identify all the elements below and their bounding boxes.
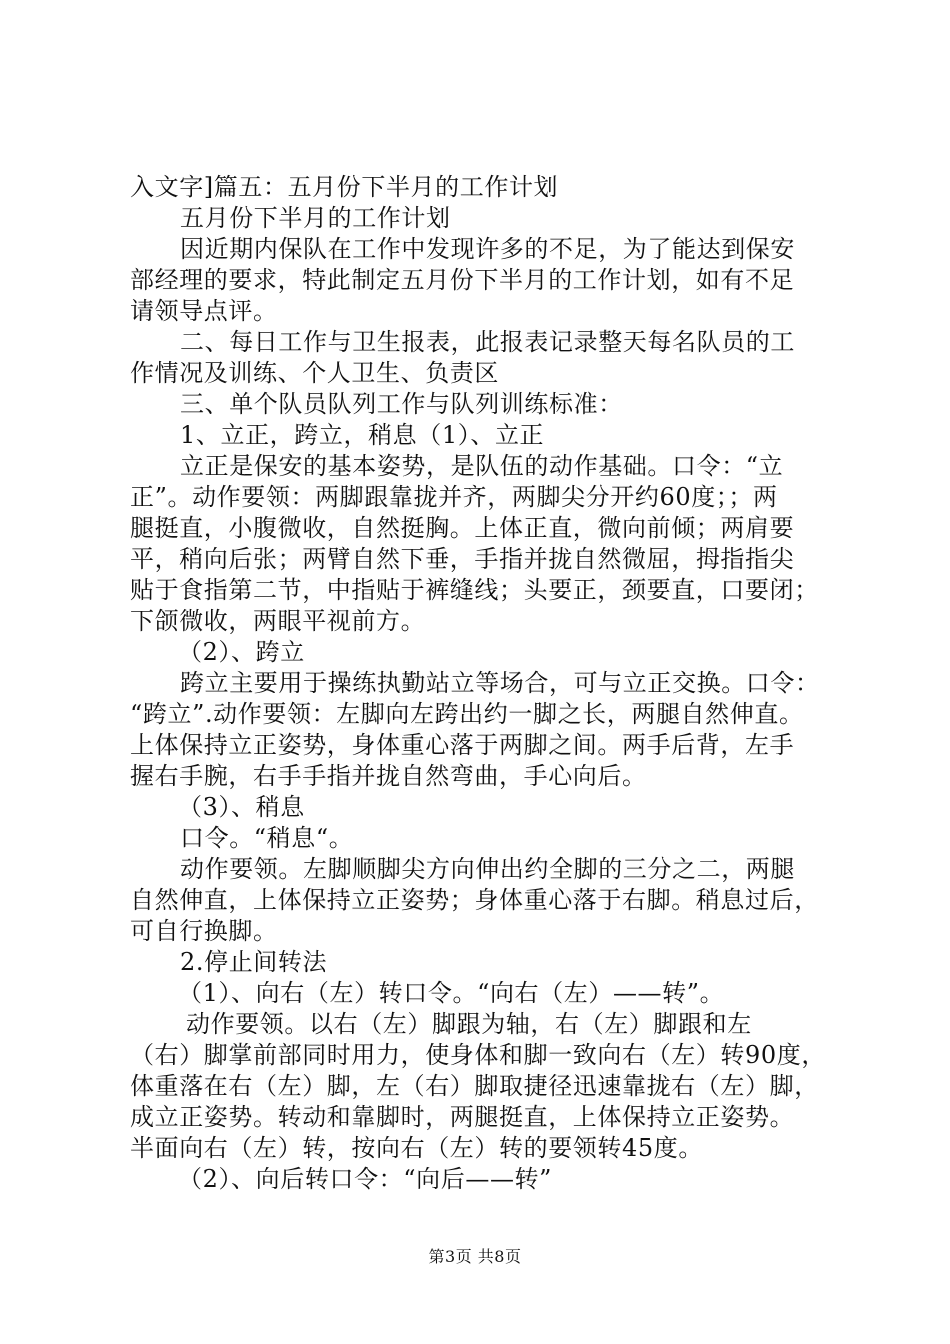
- text-line: 正”。动作要领：两脚跟靠拢并齐，两脚尖分开约60度；；两: [130, 483, 778, 511]
- text-line: 自然伸直，上体保持立正姿势；身体重心落于右脚。稍息过后，: [130, 886, 819, 914]
- text-line: 请领导点评。: [130, 297, 278, 325]
- text-line: （3）、稍息: [178, 793, 305, 821]
- text-line: 可自行换脚。: [130, 917, 278, 945]
- document-body: [130, 172, 840, 1195]
- text-line: 下颌微收，两眼平视前方。: [130, 607, 426, 635]
- text-line: 动作要领。左脚顺脚尖方向伸出约全脚的三分之二，两腿: [180, 855, 795, 883]
- text-line: 体重落在右（左）脚，左（右）脚取捷径迅速靠拢右（左）脚，: [130, 1072, 819, 1100]
- text-line: （1）、向右（左）转口令。“向右（左）——转”。: [178, 979, 725, 1007]
- text-line: 入文字]篇五：五月份下半月的工作计划: [130, 173, 559, 201]
- text-line: 半面向右（左）转，按向右（左）转的要领转45度。: [130, 1134, 703, 1162]
- text-line: 握右手腕，右手手指并拢自然弯曲，手心向后。: [130, 762, 647, 790]
- text-line: （右）脚掌前部同时用力，使身体和脚一致向右（左）转90度，: [130, 1041, 826, 1069]
- text-line: “跨立”.动作要领：左脚向左跨出约一脚之长，两腿自然伸直。: [130, 700, 804, 728]
- text-line: 1、立正，跨立，稍息（1）、立正: [180, 421, 545, 449]
- text-line: 平，稍向后张；两臂自然下垂，手指并拢自然微屈，拇指指尖: [130, 545, 795, 573]
- text-line: 三、单个队员队列工作与队列训练标准：: [180, 390, 623, 418]
- text-line: 动作要领。以右（左）脚跟为轴，右（左）脚跟和左: [186, 1010, 752, 1038]
- text-line: （2）、跨立: [178, 638, 305, 666]
- text-line: 腿挺直，小腹微收，自然挺胸。上体正直，微向前倾；两肩要: [130, 514, 795, 542]
- text-line: 2.停止间转法: [180, 948, 328, 976]
- text-line: 上体保持立正姿势，身体重心落于两脚之间。两手后背，左手: [130, 731, 795, 759]
- text-line: （2）、向后转口令：“向后——转”: [178, 1165, 553, 1193]
- text-line: 成立正姿势。转动和靠脚时，两腿挺直，上体保持立正姿势。: [130, 1103, 795, 1131]
- text-line: 跨立主要用于操练执勤站立等场合，可与立正交换。口令：: [180, 669, 820, 697]
- section-heading: 五月份下半月的工作计划: [180, 204, 451, 232]
- text-line: 作情况及训练、个人卫生、负责区: [130, 359, 499, 387]
- page-number: 第3页 共8页: [428, 1247, 522, 1266]
- text-line: 因近期内保队在工作中发现许多的不足，为了能达到保安: [180, 235, 795, 263]
- text-line: 部经理的要求，特此制定五月份下半月的工作计划，如有不足: [130, 266, 795, 294]
- text-line: 口令。“稍息“。: [180, 824, 354, 852]
- text-line: 二、每日工作与卫生报表，此报表记录整天每名队员的工: [180, 328, 795, 356]
- text-line: 立正是保安的基本姿势，是队伍的动作基础。口令：“立: [180, 452, 784, 480]
- text-line: 贴于食指第二节，中指贴于裤缝线；头要正，颈要直，口要闭；: [130, 576, 819, 604]
